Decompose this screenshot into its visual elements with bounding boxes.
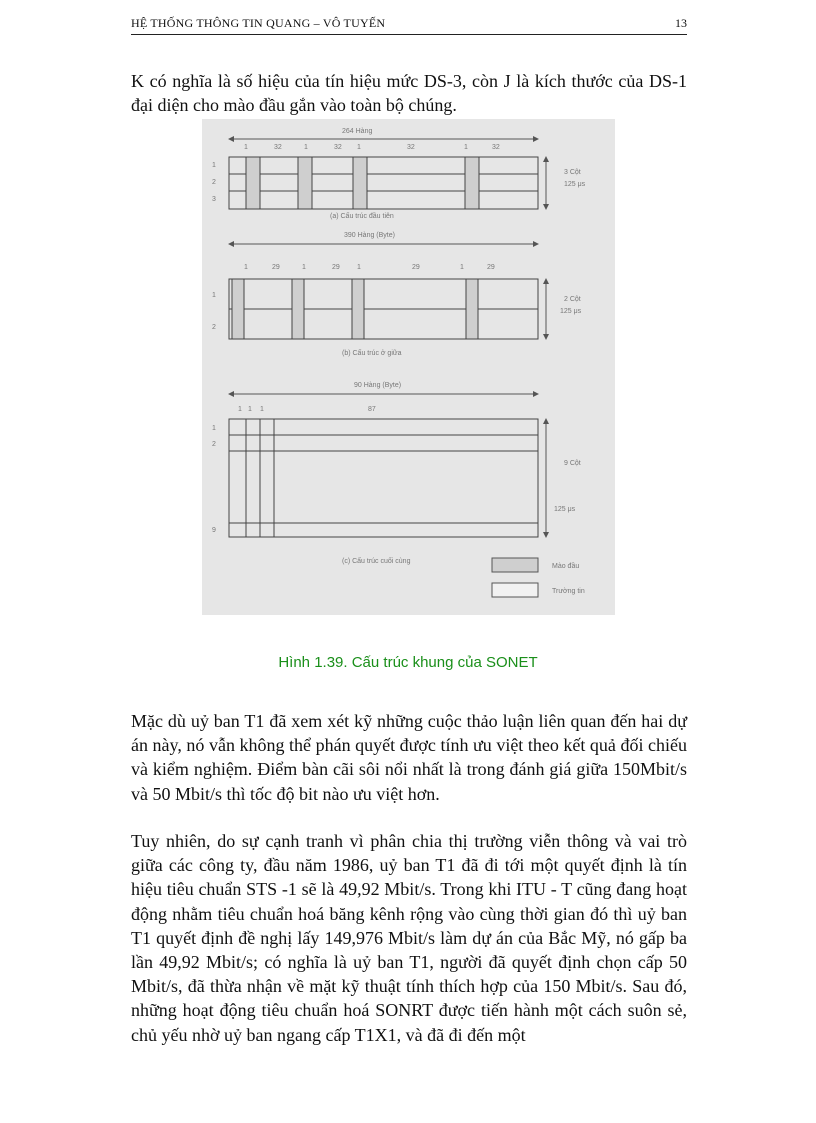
part-a-row-label: 3 [212, 196, 216, 203]
part-b-row-label: 2 [212, 324, 216, 331]
part-b-side-label-1: 2 Cột [564, 296, 581, 303]
part-a-col-label: 1 [357, 144, 361, 151]
part-c-side-label-2: 125 μs [554, 506, 576, 513]
part-c-side-label-1: 9 Cột [564, 460, 581, 467]
part-b-col-label: 1 [302, 264, 306, 271]
part-b-col-label: 29 [487, 264, 495, 271]
part-b-row-label: 1 [212, 292, 216, 299]
part-c-col-label: 1 [248, 406, 252, 413]
part-a-col-label: 32 [492, 144, 500, 151]
part-c-col-label: 1 [238, 406, 242, 413]
page-number: 13 [675, 16, 687, 30]
part-b-title: (b) Cấu trúc ở giữa [342, 350, 402, 357]
sonet-frame-figure [202, 119, 615, 615]
part-a-col-label: 1 [304, 144, 308, 151]
part-a-col-label: 1 [244, 144, 248, 151]
header-title: HỆ THỐNG THÔNG TIN QUANG – VÔ TUYẾN [131, 16, 386, 30]
part-c-row-label: 9 [212, 527, 216, 534]
part-a-side-label-1: 3 Cột [564, 169, 581, 176]
part-a-frame-grid [229, 157, 538, 209]
page-header [131, 14, 687, 35]
legend-overhead-label: Mào đầu [552, 563, 580, 570]
paragraph-2: Mặc dù uỷ ban T1 đã xem xét kỹ những cuộc thảo luận liên quan đến hai dự án này, nó vẫn không thể phán quyết được tính ưu việt theo kết quả đối chiếu và kiểm nghiệm. Điểm bàn cãi sôi nổi nhất là trong đánh giá giữa 150Mbit/s và 50 Mbit/s thì tốc độ bit nào ưu việt hơn. [131, 711, 687, 804]
part-b-col-label: 29 [272, 264, 280, 271]
part-a-width-label: 264 Hàng [342, 128, 373, 135]
part-a-col-label: 32 [407, 144, 415, 151]
legend-payload-swatch [492, 583, 538, 597]
part-b-col-label: 1 [460, 264, 464, 271]
figure-caption: Hình 1.39. Cấu trúc khung của SONET [278, 654, 538, 671]
part-b-col-label: 29 [332, 264, 340, 271]
part-a-col-label: 32 [274, 144, 282, 151]
part-b-frame-grid [229, 279, 538, 339]
part-a-col-label: 32 [334, 144, 342, 151]
legend-overhead-swatch [492, 558, 538, 572]
part-b-width-label: 390 Hàng (Byte) [344, 232, 395, 239]
part-b-col-label: 29 [412, 264, 420, 271]
part-c-width-label: 90 Hàng (Byte) [354, 382, 402, 389]
paragraph-1: K có nghĩa là số hiệu của tín hiệu mức DS-3, còn J là kích thước của DS-1 đại diện cho mào đầu gắn vào toàn bộ chúng. [131, 71, 687, 116]
part-a-title: (a) Cấu trúc đầu tiên [330, 213, 394, 220]
paragraph-3: Tuy nhiên, do sự cạnh tranh vì phân chia thị trường viễn thông và vai trò giữa các công ty, đầu năm 1986, uỷ ban T1 đã đi tới một quyết định là tín hiệu tiêu chuẩn STS -1 sẽ là 49,92 Mbit/s. Trong khi ITU - T cũng đang hoạt động nhằm tiêu chuẩn hoá băng kênh rộng vào cùng thời gian đó thì uỷ ban T1 quyết định đề nghị lấy 149,976 Mbit/s làm dự án của Bắc Mỹ, nó gấp ba lần 49,92 Mbit/s; có nghĩa là uỷ ban T1, người đã quyết định chọn cấp 50 Mbit/s, đã thừa nhận về mặt kỹ thuật tính thích hợp của 150 Mbit/s. Sau đó, những hoạt động tiêu chuẩn hoá SONRT được tiến hành một cách suôn sẻ, chủ yếu nhờ uỷ ban ngang cấp T1X1, và đã đi đến một [131, 831, 687, 1045]
part-c-row-label: 1 [212, 425, 216, 432]
part-b-col-label: 1 [357, 264, 361, 271]
part-c-col-label: 87 [368, 406, 376, 413]
sonet-frame-diagram [202, 119, 615, 615]
part-c-col-label: 1 [260, 406, 264, 413]
part-a-col-label: 1 [464, 144, 468, 151]
part-a-side-label-2: 125 μs [564, 181, 586, 188]
part-c-frame-grid [229, 419, 538, 537]
legend-payload-label: Trường tin [552, 588, 585, 595]
part-a-row-label: 2 [212, 179, 216, 186]
part-c-title: (c) Cấu trúc cuối cùng [342, 558, 411, 565]
part-b-side-label-2: 125 μs [560, 308, 582, 315]
part-a-row-label: 1 [212, 162, 216, 169]
part-b-col-label: 1 [244, 264, 248, 271]
part-c-row-label: 2 [212, 441, 216, 448]
